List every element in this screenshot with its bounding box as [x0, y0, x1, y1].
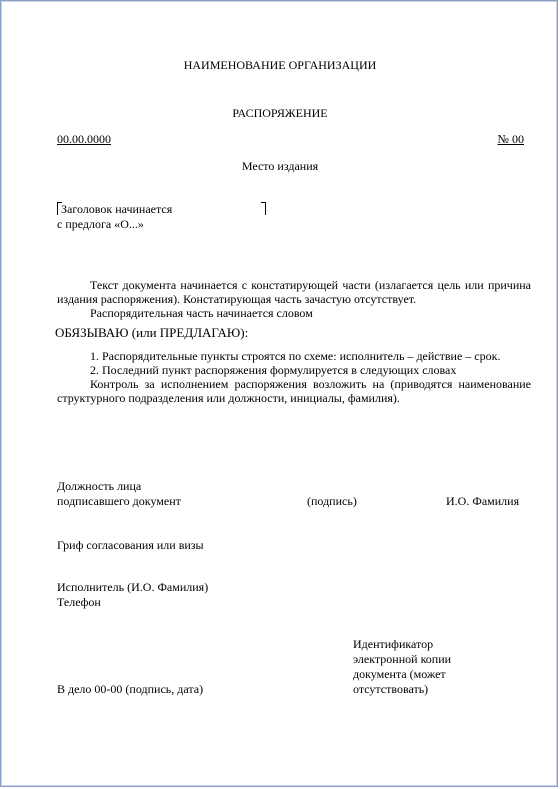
identifier-line-3: документа (может	[353, 667, 446, 681]
body-paragraph-5: 2. Последний пункт распоряжения формулируется в следующих словах	[90, 363, 457, 377]
document-number: № 00	[497, 132, 524, 146]
place-of-issue: Место издания	[241, 159, 319, 173]
signer-name: И.О. Фамилия	[446, 494, 520, 508]
body-paragraph-2: Распорядительная часть начинается словом	[90, 306, 313, 320]
heading-line-1: Заголовок начинается	[61, 202, 173, 216]
heading-line-2: с предлога «О...»	[57, 217, 144, 231]
file-note: В дело 00-00 (подпись, дата)	[57, 682, 204, 696]
document-type: РАСПОРЯЖЕНИЕ	[232, 106, 328, 120]
document-body	[57, 278, 531, 320]
directive-word: ОБЯЗЫВАЮ (или ПРЕДЛАГАЮ):	[55, 325, 249, 340]
body-paragraph-1: Текст документа начинается с констатирующей части (излагается цель или причина издания распоряжения). Констатирующая часть зачастую отсутствует.	[57, 278, 531, 306]
executor-name: Исполнитель (И.О. Фамилия)	[57, 580, 209, 594]
heading-bracket-right	[261, 202, 266, 215]
approval-stamp: Гриф согласования или визы	[57, 538, 204, 552]
identifier-line-4: отсутствовать)	[353, 682, 429, 696]
signer-position-line-1: Должность лица	[57, 479, 142, 493]
identifier-line-1: Идентификатор	[353, 637, 434, 651]
organization-name: НАИМЕНОВАНИЕ ОРГАНИЗАЦИИ	[183, 58, 377, 72]
executor-phone: Телефон	[57, 595, 101, 609]
body-paragraph-4: 1. Распорядительные пункты строятся по схеме: исполнитель – действие – срок.	[90, 349, 501, 363]
signature-placeholder: (подпись)	[307, 494, 357, 508]
signer-position-line-2: подписавшего документ	[57, 494, 181, 508]
identifier-line-2: электронной копии	[353, 652, 452, 666]
document-items	[57, 349, 531, 405]
document-date: 00.00.0000	[57, 132, 111, 146]
body-paragraph-6: Контроль за исполнением распоряжения возложить на (приводятся наименование структурного подразделения или должности, инициалы, фамилия).	[57, 377, 531, 405]
